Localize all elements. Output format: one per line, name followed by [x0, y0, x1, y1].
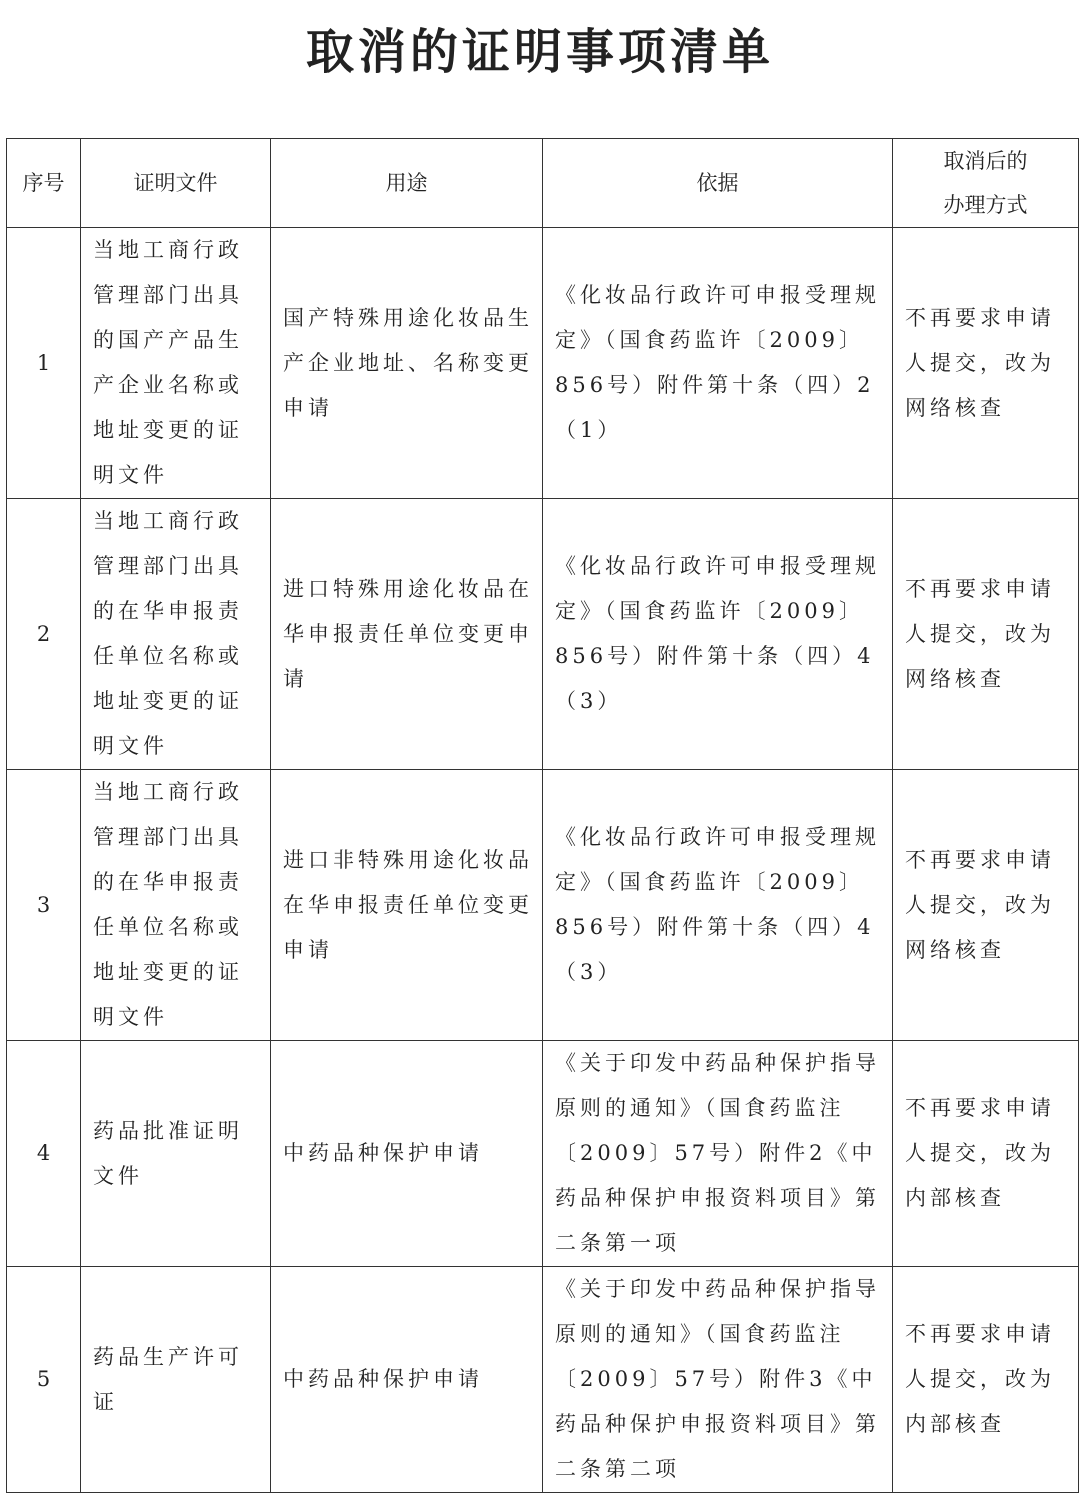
cell-basis-text: 《化妆品行政许可申报受理规定》（国食药监许〔2009〕856号）附件第十条（四）2（1）	[555, 283, 880, 442]
cell-doc	[81, 1267, 271, 1493]
cell-purpose	[271, 1267, 543, 1493]
table-row	[7, 228, 1079, 499]
cell-basis	[543, 1267, 893, 1493]
cell-doc-text: 药品生产许可证	[93, 1344, 243, 1414]
header-doc: 证明文件	[81, 139, 271, 228]
header-after-line2: 办理方式	[943, 193, 1028, 217]
cell-doc-text: 当地工商行政管理部门出具的在华申报责任单位名称或地址变更的证明文件	[93, 780, 243, 1029]
cell-doc-text: 当地工商行政管理部门出具的在华申报责任单位名称或地址变更的证明文件	[93, 509, 243, 758]
cell-seq: 1	[7, 228, 81, 499]
cell-basis	[543, 499, 893, 770]
table-row	[7, 1267, 1079, 1493]
cell-purpose-text: 中药品种保护申请	[283, 1141, 483, 1165]
cell-seq: 5	[7, 1267, 81, 1493]
cell-after-text: 不再要求申请人提交，改为网络核查	[905, 576, 1055, 691]
cell-doc	[81, 499, 271, 770]
header-seq: 序号	[7, 139, 81, 228]
cell-purpose	[271, 770, 543, 1041]
table-row	[7, 499, 1079, 770]
cell-purpose-text: 中药品种保护申请	[283, 1367, 483, 1391]
cell-after	[893, 1267, 1079, 1493]
cell-after-text: 不再要求申请人提交，改为网络核查	[905, 847, 1055, 962]
cell-purpose-text: 进口非特殊用途化妆品在华申报责任单位变更申请	[283, 847, 533, 962]
header-basis: 依据	[543, 139, 893, 228]
cell-basis	[543, 1041, 893, 1267]
cell-after-text: 不再要求申请人提交，改为网络核查	[905, 305, 1055, 420]
cell-basis	[543, 770, 893, 1041]
cell-seq: 3	[7, 770, 81, 1041]
cell-purpose-text: 进口特殊用途化妆品在华申报责任单位变更申请	[283, 576, 533, 691]
certificate-table	[6, 138, 1079, 1493]
cell-after	[893, 228, 1079, 499]
cell-purpose	[271, 499, 543, 770]
header-purpose: 用途	[271, 139, 543, 228]
cell-doc	[81, 228, 271, 499]
cell-purpose-text: 国产特殊用途化妆品生产企业地址、名称变更申请	[283, 305, 533, 420]
cell-doc-text: 药品批准证明文件	[93, 1118, 243, 1188]
page-title: 取消的证明事项清单	[305, 24, 774, 80]
cell-after	[893, 499, 1079, 770]
cell-basis	[543, 228, 893, 499]
cell-doc	[81, 1041, 271, 1267]
cell-seq: 4	[7, 1041, 81, 1267]
cell-basis-text: 《关于印发中药品种保护指导原则的通知》（国食药监注〔2009〕57号）附件3《中药品种保护申报资料项目》第二条第二项	[555, 1277, 880, 1481]
cell-basis-text: 《关于印发中药品种保护指导原则的通知》（国食药监注〔2009〕57号）附件2《中药品种保护申报资料项目》第二条第一项	[555, 1051, 880, 1255]
table-row	[7, 1041, 1079, 1267]
cell-after-text: 不再要求申请人提交，改为内部核查	[905, 1322, 1055, 1436]
header-after	[893, 139, 1079, 228]
header-after-line1: 取消后的	[943, 149, 1028, 173]
cell-after-text: 不再要求申请人提交，改为内部核查	[905, 1096, 1055, 1210]
cell-after	[893, 770, 1079, 1041]
table-row	[7, 770, 1079, 1041]
cell-doc	[81, 770, 271, 1041]
cell-basis-text: 《化妆品行政许可申报受理规定》（国食药监许〔2009〕856号）附件第十条（四）4（3）	[555, 554, 880, 713]
table-header-row	[7, 139, 1079, 228]
cell-seq: 2	[7, 499, 81, 770]
cell-purpose	[271, 228, 543, 499]
cell-basis-text: 《化妆品行政许可申报受理规定》（国食药监许〔2009〕856号）附件第十条（四）4（3）	[555, 825, 880, 984]
cell-doc-text: 当地工商行政管理部门出具的国产产品生产企业名称或地址变更的证明文件	[93, 238, 243, 487]
cell-purpose	[271, 1041, 543, 1267]
cell-after	[893, 1041, 1079, 1267]
